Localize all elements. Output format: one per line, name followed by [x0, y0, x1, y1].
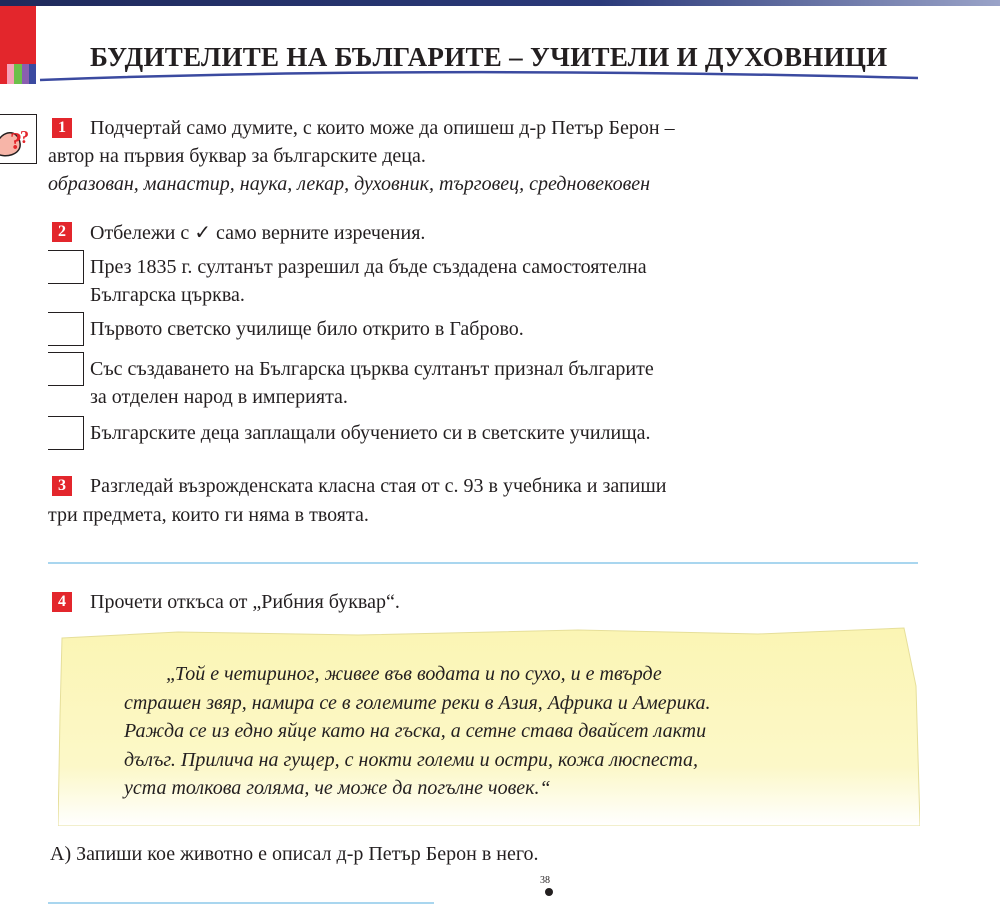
- svg-text:?: ?: [20, 127, 29, 147]
- quote-line-1: „Той е четириног, живее във водата и по сухо, и е твърде: [166, 663, 662, 685]
- question-icon-box: [0, 114, 37, 164]
- statement-4-checkbox[interactable]: [48, 416, 84, 450]
- chapter-red-block: [0, 6, 36, 64]
- statement-3-checkbox[interactable]: [48, 352, 84, 386]
- task3-number-badge: 3: [52, 476, 72, 496]
- task3-answer-line[interactable]: [48, 562, 918, 564]
- quote-line-2: страшен звяр, намира се в големите реки в Азия, Африка и Америка.: [124, 691, 711, 714]
- quote-line-5: уста толкова голяма, че може да погълне човек.“: [124, 777, 551, 799]
- statement-3-line1: Със създаването на Българска църква султанът признал българите: [90, 358, 654, 380]
- task1-word-list[interactable]: образован, манастир, наука, лекар, духовник, търговец, средновековен: [48, 173, 651, 195]
- task2-instruction: [90, 218, 425, 247]
- task4-subquestion-a: А) Запиши кое животно е описал д-р Петър Берон в него.: [50, 843, 539, 865]
- task2-instruction-start: Отбележи с: [90, 222, 190, 244]
- check-icon: ✓: [194, 220, 211, 244]
- page-dot: [545, 888, 553, 896]
- statement-4-line1: Българските деца заплащали обучението си в светските училища.: [90, 422, 651, 444]
- task4-number-badge: 4: [52, 592, 72, 612]
- task3-line1: Разгледай възрожденската класна стая от с. 93 в учебника и запиши: [90, 475, 667, 497]
- statement-1-checkbox[interactable]: [48, 250, 84, 284]
- statement-1-line1: През 1835 г. султанът разрешил да бъде създадена самостоятелна: [90, 256, 647, 278]
- task1-line2: автор на първия буквар за българските деца.: [48, 145, 426, 167]
- title-underline: [0, 66, 930, 82]
- page-number-mark: 38: [540, 875, 550, 886]
- quote-line-3: Ражда се из едно яйце като на гъска, а сетне става двайсет лакти: [124, 720, 707, 742]
- top-color-band: [0, 0, 1000, 6]
- question-mark-icon: [0, 115, 36, 163]
- statement-2-line1: Първото светско училище било открито в Габрово.: [90, 318, 524, 340]
- page-title: БУДИТЕЛИТЕ НА БЪЛГАРИТЕ – УЧИТЕЛИ И ДУХОВНИЦИ: [90, 42, 888, 72]
- statement-2-checkbox[interactable]: [48, 312, 84, 346]
- svg-text:?: ?: [10, 129, 22, 155]
- task1-line1: Подчертай само думите, с които може да опишеш д-р Петър Берон –: [90, 117, 675, 139]
- quote-line-4: дълъг. Прилича на гущер, с нокти големи и остри, кожа люспеста,: [124, 748, 699, 771]
- quote-text: [124, 660, 711, 803]
- task2-number-badge: 2: [52, 222, 72, 242]
- task4a-answer-line[interactable]: [48, 902, 434, 904]
- task4-instruction: Прочети откъса от „Рибния буквар“.: [90, 591, 400, 613]
- statement-1-line2: Българска църква.: [90, 284, 245, 306]
- task3-line2: три предмета, които ги няма в твоята.: [48, 504, 369, 526]
- task1-number-badge: 1: [52, 118, 72, 138]
- task2-instruction-end: само верните изречения.: [216, 222, 426, 244]
- statement-3-line2: за отделен народ в империята.: [90, 386, 348, 408]
